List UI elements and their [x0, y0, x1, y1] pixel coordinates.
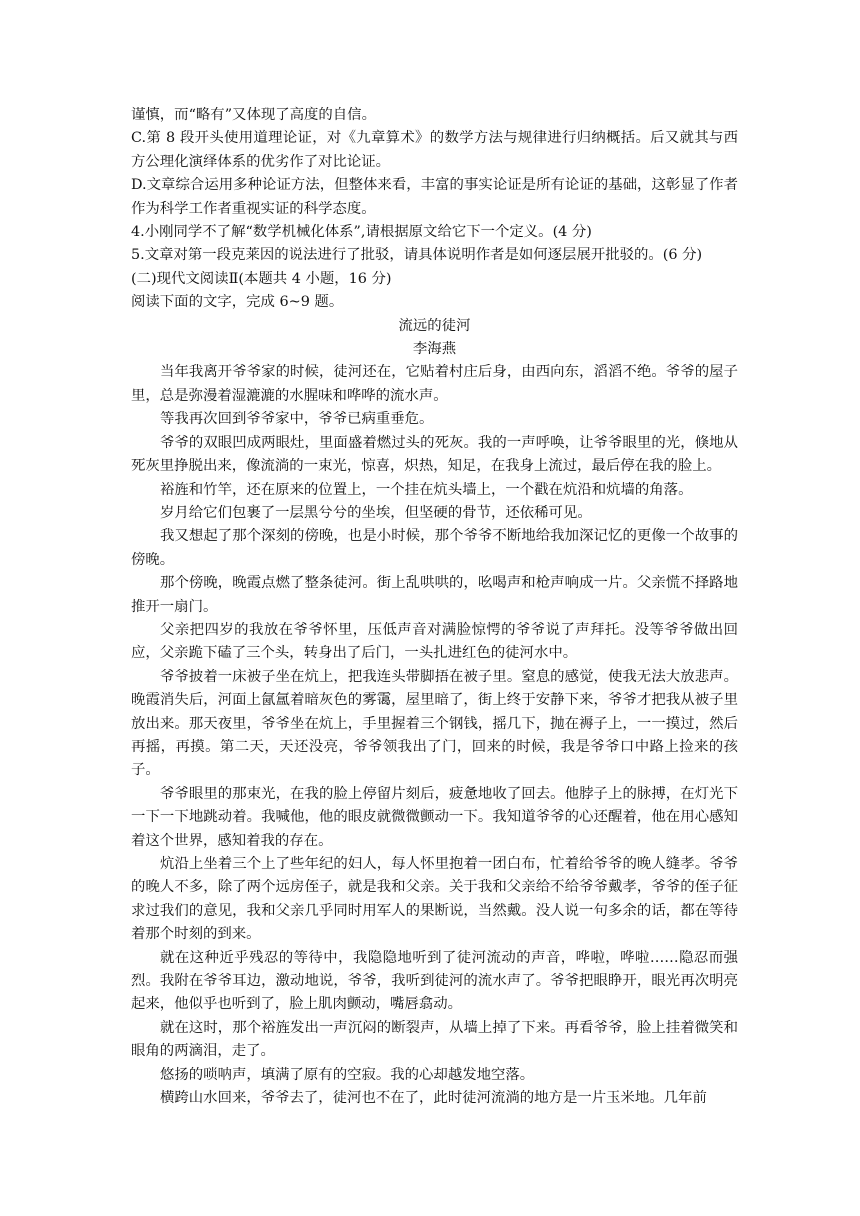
document-page: [131, 104, 738, 1110]
option-b-continued: 谨慎，而“略有”又体现了高度的自信。: [131, 107, 376, 123]
story-paragraph: 岁月给它们包裹了一层黑兮兮的坐埃，但坚硬的骨节，还依稀可见。: [160, 504, 592, 521]
story-paragraph: 炕沿上坐着三个上了些年纪的妇人，每人怀里抱着一团白布，忙着给爷爷的晚人缝孝。爷爷的晚人不多，除了两个远房侄子，就是我和父亲。关于我和父亲给不给爷爷戴孝，爷爷的侄子征求过我们的意见，我和父亲几乎同时用军人的果断说，当然戴。没人说一句多余的话，都在等待着那个时刻的到来。: [131, 856, 738, 943]
option-d: D.文章综合运用多种论证方法，但整体来看，丰富的事实论证是所有论证的基础，这彰显了作者作为科学工作者重视实证的科学态度。: [131, 177, 738, 217]
story-paragraph: 我又想起了那个深刻的傍晚，也是小时候，那个爷爷不断地给我加深记忆的更像一个故事的傍晚。: [131, 528, 738, 568]
story-paragraph: 就在这时，那个裕旌发出一声沉闷的断裂声，从墙上掉了下来。再看爷爷，脸上挂着微笑和眼角的两滴泪，走了。: [131, 1019, 738, 1060]
story-paragraph: 就在这种近乎残忍的等待中，我隐隐地听到了徒河流动的声音，哗啦，哗啦……隐忍而强烈。我附在爷爷耳边，激动地说，爷爷，我听到徒河的流水声了。爷爷把眼睁开，眼光再次明亮起来，他似乎也听到了，脸上肌肉颤动，嘴唇翕动。: [131, 949, 738, 1013]
question-5: 5.文章对第一段克莱因的说法进行了批驳，请具体说明作者是如何逐层展开批驳的。(6 分): [131, 247, 703, 264]
question-4: 4.小刚同学不了解“数学机械化体系”,请根据原文给它下一个定义。(4 分): [131, 224, 592, 241]
story-paragraph: 那个傍晚，晚霞点燃了整条徒河。街上乱哄哄的，吆喝声和枪声响成一片。父亲慌不择路地推开一扇门。: [131, 575, 738, 615]
story-author: 李海燕: [412, 341, 457, 358]
option-c: C.第 8 段开头使用道理论证，对《九章算术》的数学方法与规律进行归纳概括。后又就其与西方公理化演绎体系的优劣作了对比论证。: [131, 130, 738, 170]
story-paragraph: 当年我离开爷爷家的时候，徒河还在，它贴着村庄后身，由西向东，滔滔不绝。爷爷的屋子里，总是弥漫着湿漉漉的水腥味和哗哗的流水声。: [131, 364, 738, 404]
story-paragraph: 裕旌和竹竿，还在原来的位置上，一个挂在炕头墙上，一个戳在炕沿和炕墙的角落。: [160, 481, 693, 498]
story-paragraph: 悠扬的唢呐声，填满了原有的空寂。我的心却越发地空落。: [160, 1066, 535, 1083]
reading-instruction: 阅读下面的文字，完成 6~9 题。: [131, 294, 344, 311]
story-paragraph: 爷爷眼里的那束光，在我的脸上停留片刻后，疲惫地收了回去。他脖子上的脉搏，在灯光下一下一下地跳动着。我喊他，他的眼皮就微微颤动一下。我知道爷爷的心还醒着，他在用心感知着这个世界，感知着我的存在。: [131, 785, 738, 849]
story-paragraph: 爷爷的双眼凹成两眼灶，里面盛着燃过头的死灰。我的一声呼唤，让爷爷眼里的光，倏地从死灰里挣脱出来，像流淌的一束光，惊喜，炽热，知足，在我身上流过，最后停在我的脸上。: [131, 434, 738, 475]
story-title: 流远的徒河: [398, 317, 471, 334]
story-paragraph: 等我再次回到爷爷家中，爷爷已病重垂危。: [160, 411, 434, 428]
section-heading: (二)现代文阅读Ⅱ(本题共 4 小题，16 分): [131, 270, 392, 287]
story-paragraph: 横跨山水回来，爷爷去了，徒河也不在了，此时徒河流淌的地方是一片玉米地。几年前: [160, 1090, 707, 1107]
story-paragraph: 父亲把四岁的我放在爷爷怀里，压低声音对满脸惊愕的爷爷说了声拜托。没等爷爷做出回应，父亲跪下磕了三个头，转身出了后门，一头扎进红色的徒河水中。: [131, 621, 738, 662]
story-paragraph: 爷爷披着一床被子坐在炕上，把我连头带脚捂在被子里。窒息的感觉，使我无法大放悲声。晚霞消失后，河面上氤氲着暗灰色的雾霭，屋里暗了，街上终于安静下来，爷爷才把我从被子里放出来。那天夜里，爷爷坐在炕上，手里握着三个钢钱，摇几下，抛在褥子上，一一摸过，然后再摇，再摸。第二天，天还没亮，爷爷领我出了门，回来的时候，我是爷爷口中路上捡来的孩子。: [131, 668, 738, 779]
